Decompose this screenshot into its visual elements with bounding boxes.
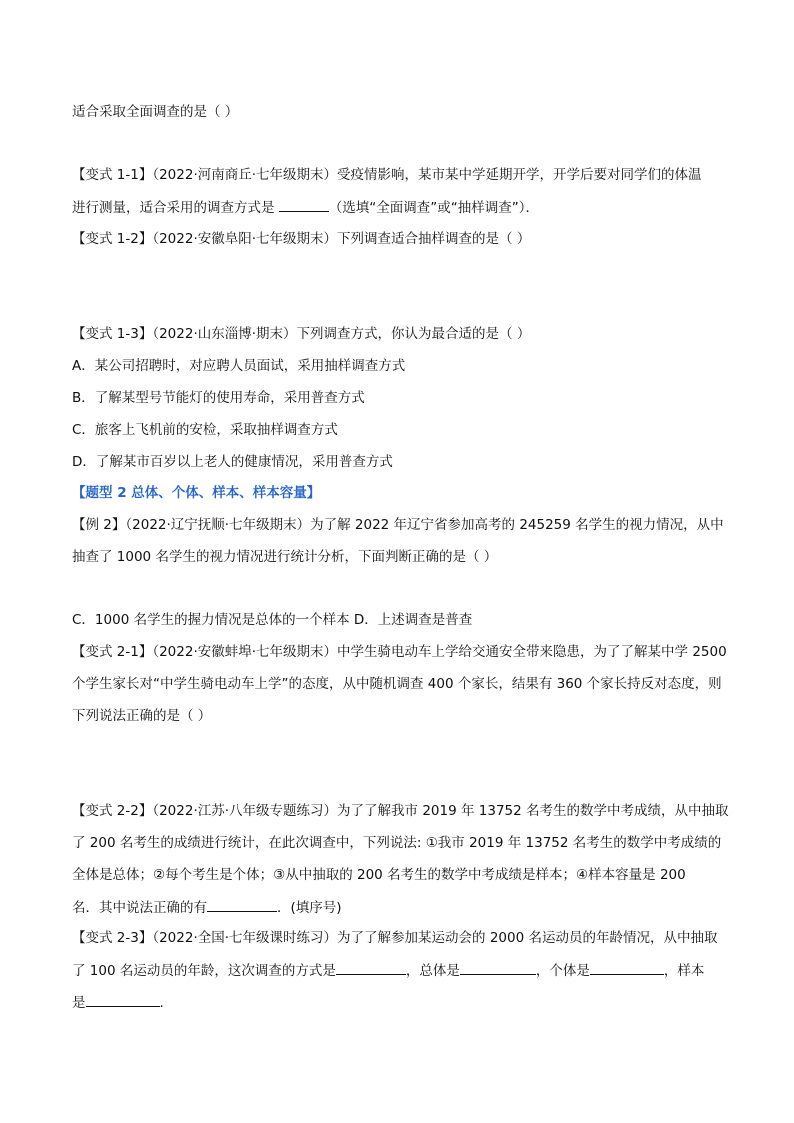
text-segment: （选填“全面调查”或“抽样调查”）． — [328, 200, 540, 216]
variant-2-2-line4 — [72, 898, 732, 917]
text-segment: 了 100 名运动员的年龄，这次调查的方式是 — [72, 963, 336, 979]
option-c-d: C．1000 名学生的握力情况是总体的一个样本 D．上述调查是普查 — [72, 612, 473, 628]
variant-source: （2022·山东淄博·期末） — [152, 326, 297, 342]
variant-1-1-line2 — [72, 198, 732, 217]
variant-source: （2022·安徽蚌埠·七年级期末） — [152, 644, 338, 660]
option-c: C．旅客上飞机前的安检，采取抽样调查方式 — [72, 422, 338, 438]
answer-blank[interactable] — [279, 198, 329, 212]
variant-2-1-line1 — [72, 643, 732, 661]
example-tag: 【例 2】 — [72, 517, 126, 533]
option-b: B．了解某型号节能灯的使用寿命，采用普查方式 — [72, 390, 365, 406]
text-segment: 是 — [72, 995, 86, 1011]
variant-1-1-line1 — [72, 166, 732, 184]
variant-text: 为了了解参加某运动会的 2000 名运动员的年龄情况，从中抽取 — [337, 930, 718, 946]
variant-text: 中学生骑电动车上学给交通安全带来隐患，为了了解某中学 2500 — [337, 644, 727, 660]
variant-source: （2022·河南商丘·七年级期末） — [152, 167, 338, 183]
variant-tag: 【变式 1-2】 — [72, 231, 153, 247]
example-text: 为了解 2022 年辽宁省参加高考的 245259 名学生的视力情况，从中 — [310, 517, 724, 533]
question-stem — [72, 103, 732, 121]
answer-blank[interactable] — [460, 961, 536, 975]
variant-tag: 【变式 2-1】 — [72, 644, 153, 660]
option-a: A．某公司招聘时，对应聘人员面试，采用抽样调查方式 — [72, 358, 406, 374]
variant-2-2-line1 — [72, 802, 732, 820]
answer-blank[interactable] — [207, 898, 277, 912]
variant-source: （2022·安徽阜阳·七年级期末） — [152, 231, 338, 247]
text-segment: ，总体是 — [405, 963, 460, 979]
variant-1-2-line1 — [72, 230, 732, 248]
variant-2-2-line2: 了 200 名考生的成绩进行统计，在此次调查中，下列说法: ①我市 2019 年 13752 名考生的数学中考成绩的 — [72, 835, 722, 851]
stem-text: 适合采取全面调查的是（ ） — [72, 104, 239, 120]
variant-2-1-line2: 个学生家长对“中学生骑电动车上学”的态度，从中随机调查 400 个家长，结果有 360 个家长持反对态度，则 — [72, 676, 722, 692]
example-source: （2022·辽宁抚顺·七年级期末） — [125, 517, 311, 533]
text-segment: 名．其中说法正确的有 — [72, 900, 207, 916]
variant-source: （2022·全国·七年级课时练习） — [152, 930, 338, 946]
variant-2-3-line2 — [72, 961, 732, 980]
variant-2-3-line1 — [72, 929, 732, 947]
variant-tag: 【变式 1-1】 — [72, 167, 153, 183]
section-heading: 【题型 2 总体、个体、样本、样本容量】 — [72, 485, 321, 501]
variant-tag: 【变式 2-3】 — [72, 930, 153, 946]
answer-blank[interactable] — [590, 961, 664, 975]
example-2-line1 — [72, 516, 732, 534]
option-d: D．了解某市百岁以上老人的健康情况，采用普查方式 — [72, 454, 393, 470]
text-segment: . — [159, 995, 164, 1011]
text-segment: 进行测量，适合采用的调查方式是 — [72, 200, 279, 216]
variant-text: 为了了解我市 2019 年 13752 名考生的数学中考成绩，从中抽取 — [337, 803, 729, 819]
answer-blank[interactable] — [336, 961, 406, 975]
variant-2-3-line3 — [72, 993, 732, 1012]
variant-source: （2022·江苏·八年级专题练习） — [152, 803, 338, 819]
variant-text: 受疫情影响，某市某中学延期开学，开学后要对同学们的体温 — [337, 167, 702, 183]
variant-text: 下列调查方式，你认为最合适的是（ ） — [296, 326, 531, 342]
variant-2-2-line3: 全体是总体；②每个考生是个体；③从中抽取的 200 名考生的数学中考成绩是样本；④样本容量是 200 — [72, 867, 686, 883]
example-2-line2: 抽查了 1000 名学生的视力情况进行统计分析，下面判断正确的是（ ） — [72, 549, 498, 565]
variant-1-3-line1 — [72, 325, 732, 343]
text-segment: ．(填序号) — [277, 900, 342, 916]
variant-tag: 【变式 1-3】 — [72, 326, 153, 342]
text-segment: ，样本 — [663, 963, 705, 979]
variant-text: 下列调查适合抽样调查的是（ ） — [337, 231, 531, 247]
variant-2-1-line3: 下列说法正确的是（ ） — [72, 708, 212, 724]
answer-blank[interactable] — [86, 993, 160, 1007]
variant-tag: 【变式 2-2】 — [72, 803, 153, 819]
text-segment: ，个体是 — [535, 963, 590, 979]
